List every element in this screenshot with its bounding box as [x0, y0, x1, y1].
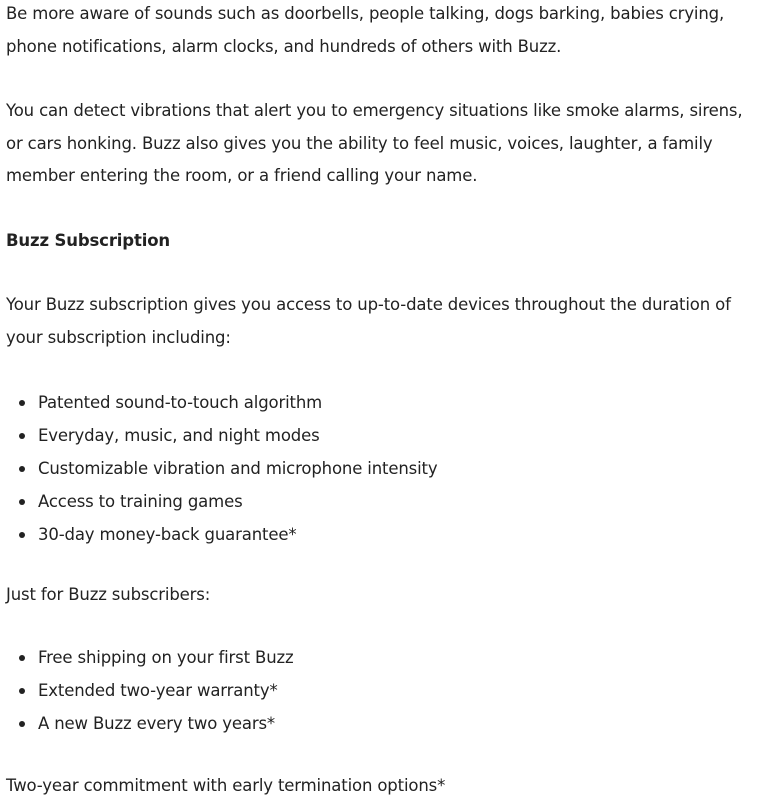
- subscribers-label: Just for Buzz subscribers:: [6, 585, 211, 604]
- bullet-icon: [19, 400, 25, 406]
- subscription-heading: Buzz Subscription: [6, 230, 170, 250]
- commitment-note: Two-year commitment with early termination options*: [6, 775, 446, 795]
- feature-label: Customizable vibration and microphone intensity: [38, 459, 438, 478]
- feature-label: Everyday, music, and night modes: [38, 426, 320, 445]
- perk-label: Extended two-year warranty*: [38, 680, 278, 700]
- subscription-features-list: [6, 386, 760, 551]
- bullet-icon: [19, 655, 25, 661]
- feature-label: 30-day money-back guarantee*: [38, 525, 297, 544]
- bullet-icon: [19, 433, 25, 439]
- bullet-icon: [19, 466, 25, 472]
- list-item: [16, 518, 760, 551]
- list-item: [16, 674, 760, 707]
- list-item: [16, 419, 760, 452]
- bullet-icon: [19, 532, 25, 538]
- subscriber-perks-list: [6, 641, 760, 740]
- feature-label: Access to training games: [38, 492, 243, 511]
- list-item: [16, 641, 760, 674]
- intro-paragraph-vibrations: You can detect vibrations that alert you to emergency situations like smoke alarms, sirens, or cars honking. Buzz also gives you the ability to feel music, voices, laughter, a family member entering the room, or a friend calling your name.: [6, 101, 743, 185]
- list-item: [16, 485, 760, 518]
- list-item: [16, 707, 760, 740]
- perk-label: A new Buzz every two years*: [38, 713, 275, 733]
- feature-label: Patented sound-to-touch algorithm: [38, 393, 323, 412]
- list-item: [16, 452, 760, 485]
- bullet-icon: [19, 688, 25, 694]
- perk-label: Free shipping on your first Buzz: [38, 647, 294, 667]
- bullet-icon: [19, 721, 25, 727]
- subscription-description: Your Buzz subscription gives you access to up-to-date devices throughout the duration of your subscription including:: [6, 295, 731, 347]
- bullet-icon: [19, 499, 25, 505]
- list-item: [16, 386, 760, 419]
- intro-paragraph-sounds: Be more aware of sounds such as doorbells, people talking, dogs barking, babies crying, phone notifications, alarm clocks, and hundreds of others with Buzz.: [6, 4, 725, 56]
